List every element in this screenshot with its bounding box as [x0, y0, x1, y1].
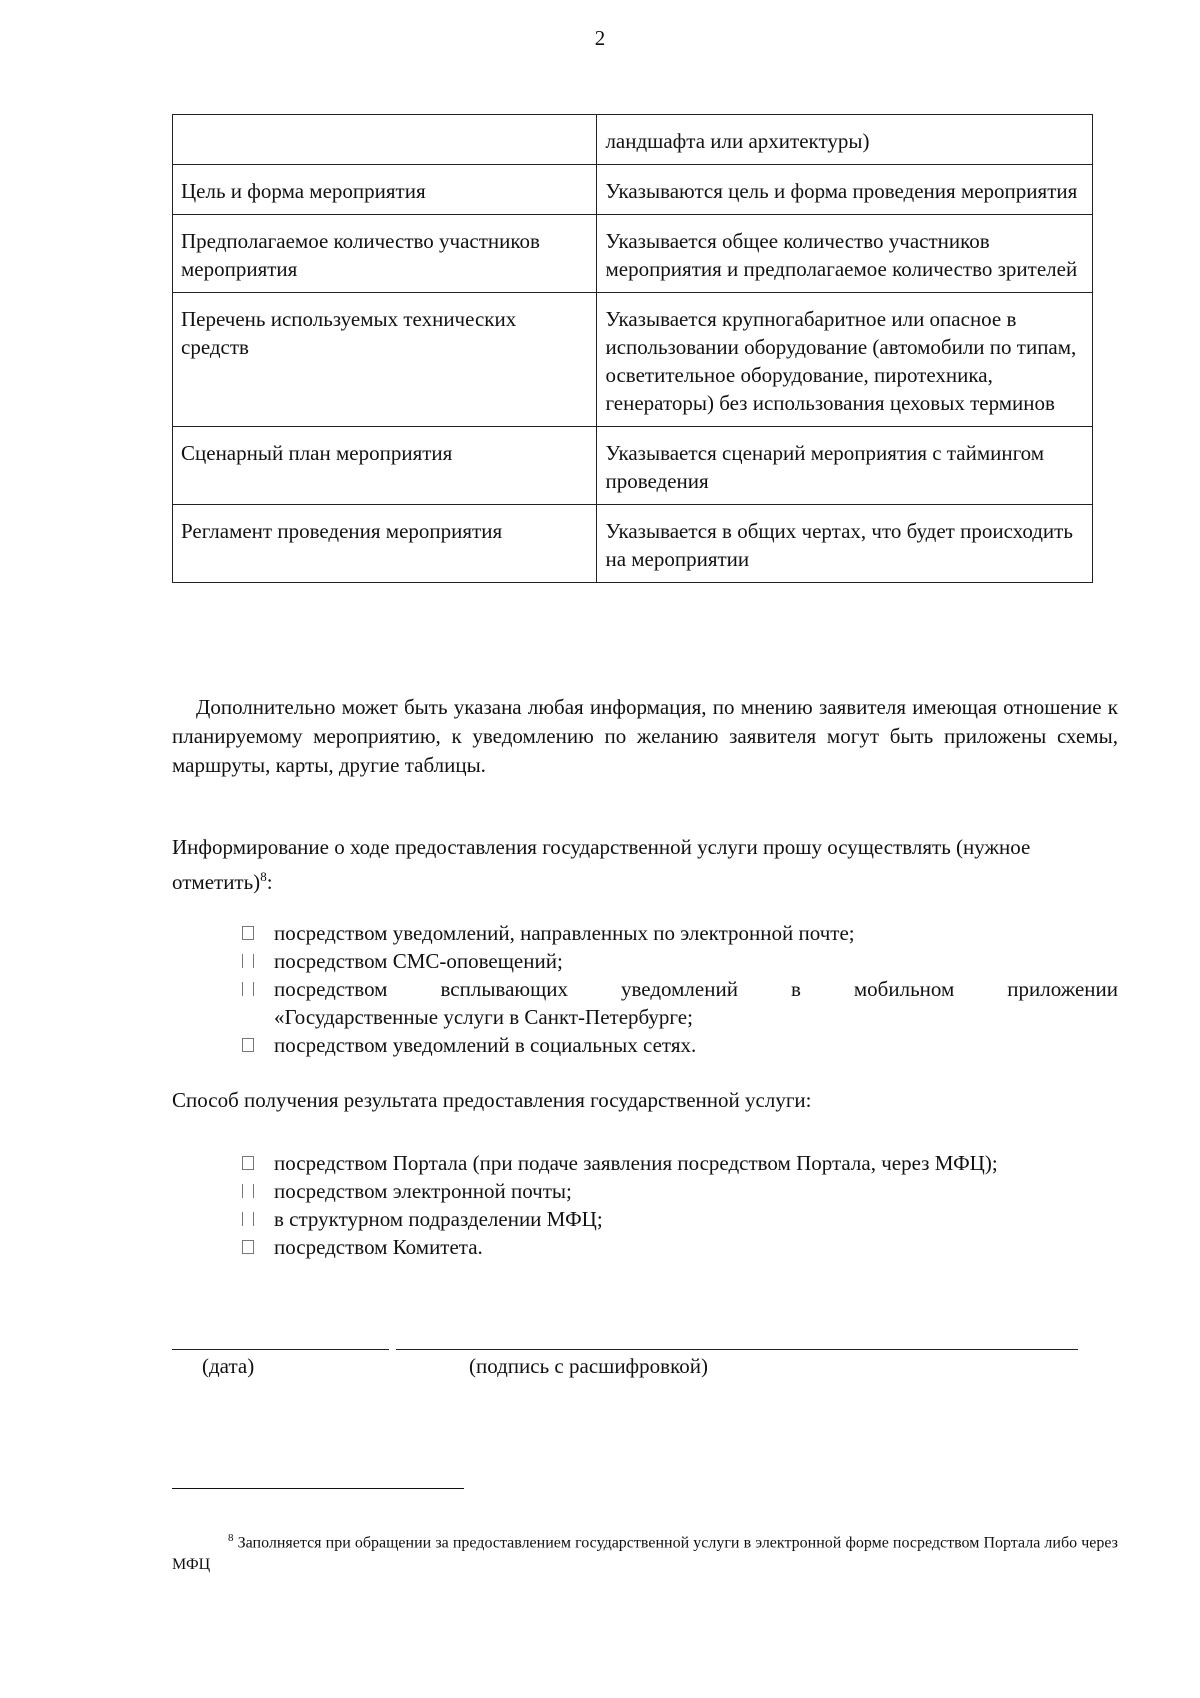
checkbox-icon[interactable]	[242, 1240, 254, 1254]
checkbox-icon[interactable]	[242, 1038, 254, 1052]
checkbox-icon[interactable]	[242, 982, 254, 996]
result-options-list	[242, 1149, 1118, 1261]
table-cell-description: Указываются цель и форма проведения мероприятия	[597, 165, 1093, 215]
option-label: «Государственные услуги в Санкт-Петербурге;	[274, 1005, 693, 1029]
option-label: посредством Портала (при подаче заявления посредством Портала, через МФЦ);	[274, 1151, 998, 1175]
footnote-number: 8	[228, 1532, 234, 1544]
table-cell-label: Сценарный план мероприятия	[173, 427, 597, 505]
informing-option-mobile-app-continuation	[242, 1003, 1118, 1031]
option-label: посредством уведомлений, направленных по электронной почте;	[274, 921, 855, 945]
informing-option-sms[interactable]	[242, 947, 1118, 975]
option-label: посредством уведомлений в социальных сетях.	[274, 1033, 697, 1057]
table-row	[173, 505, 1093, 583]
table-cell-description: ландшафта или архитектуры)	[597, 115, 1093, 165]
checkbox-icon[interactable]	[242, 1184, 254, 1198]
option-label: посредством СМС-оповещений;	[274, 949, 563, 973]
table-row	[173, 165, 1093, 215]
table-cell-label: Регламент проведения мероприятия	[173, 505, 597, 583]
result-option-mfc[interactable]	[242, 1205, 1118, 1233]
informing-option-email[interactable]	[242, 919, 1118, 947]
option-label: в структурном подразделении МФЦ;	[274, 1207, 603, 1231]
table-row	[173, 215, 1093, 293]
signature-line[interactable]	[396, 1349, 1078, 1350]
table-cell-label: Предполагаемое количество участников мероприятия	[173, 215, 597, 293]
result-heading: Способ получения результата предоставления государственной услуги:	[172, 1088, 812, 1112]
additional-info-paragraph: Дополнительно может быть указана любая информация, по мнению заявителя имеющая отношение к планируемому мероприятию, к уведомлению по желанию заявителя могут быть приложены схемы, маршруты, карты, другие таблицы.	[172, 695, 1118, 777]
date-label: (дата)	[202, 1354, 255, 1378]
option-label: посредством всплывающих уведомлений в мобильном приложении	[274, 977, 1118, 1001]
footnote-reference: 8	[260, 869, 267, 884]
checkbox-icon[interactable]	[242, 954, 254, 968]
signature-label: (подпись с расшифровкой)	[469, 1354, 708, 1378]
table-cell-label: Перечень используемых технических средств	[173, 293, 597, 427]
table-row	[173, 293, 1093, 427]
informing-heading-colon: :	[266, 870, 273, 894]
informing-option-mobile-app[interactable]	[242, 975, 1118, 1003]
option-label: посредством Комитета.	[274, 1235, 483, 1259]
informing-options-list	[242, 919, 1118, 1059]
checkbox-icon[interactable]	[242, 926, 254, 940]
footnote	[172, 1527, 1118, 1576]
result-option-email[interactable]	[242, 1177, 1118, 1205]
footnote-text: Заполняется при обращении за предоставлением государственной услуги в электронной форме посредством Портала либо через МФЦ	[172, 1534, 1118, 1574]
event-info-table	[172, 114, 1093, 583]
result-option-portal[interactable]	[242, 1149, 1118, 1177]
table-cell-description: Указывается общее количество участников мероприятия и предполагаемое количество зрителей	[597, 215, 1093, 293]
table-cell-label: Цель и форма мероприятия	[173, 165, 597, 215]
option-label: посредством электронной почты;	[274, 1179, 572, 1203]
footnote-separator	[172, 1488, 464, 1489]
table-cell-description: Указывается крупногабаритное или опасное в использовании оборудование (автомобили по типам, осветительное оборудование, пиротехника, генераторы) без использования цеховых терминов	[597, 293, 1093, 427]
page-number: 2	[594, 26, 606, 50]
informing-option-social[interactable]	[242, 1031, 1118, 1059]
checkbox-icon[interactable]	[242, 1156, 254, 1170]
table-cell-description: Указывается сценарий мероприятия с таймингом проведения	[597, 427, 1093, 505]
table-cell-description: Указывается в общих чертах, что будет происходить на мероприятии	[597, 505, 1093, 583]
table-row	[173, 427, 1093, 505]
informing-heading-text: Информирование о ходе предоставления государственной услуги прошу осуществлять (нужное отметить)	[172, 835, 1031, 894]
result-option-committee[interactable]	[242, 1233, 1118, 1261]
date-line[interactable]	[172, 1349, 389, 1350]
table-cell-label	[173, 115, 597, 165]
informing-heading	[172, 833, 1118, 897]
table-row	[173, 115, 1093, 165]
checkbox-icon[interactable]	[242, 1212, 254, 1226]
